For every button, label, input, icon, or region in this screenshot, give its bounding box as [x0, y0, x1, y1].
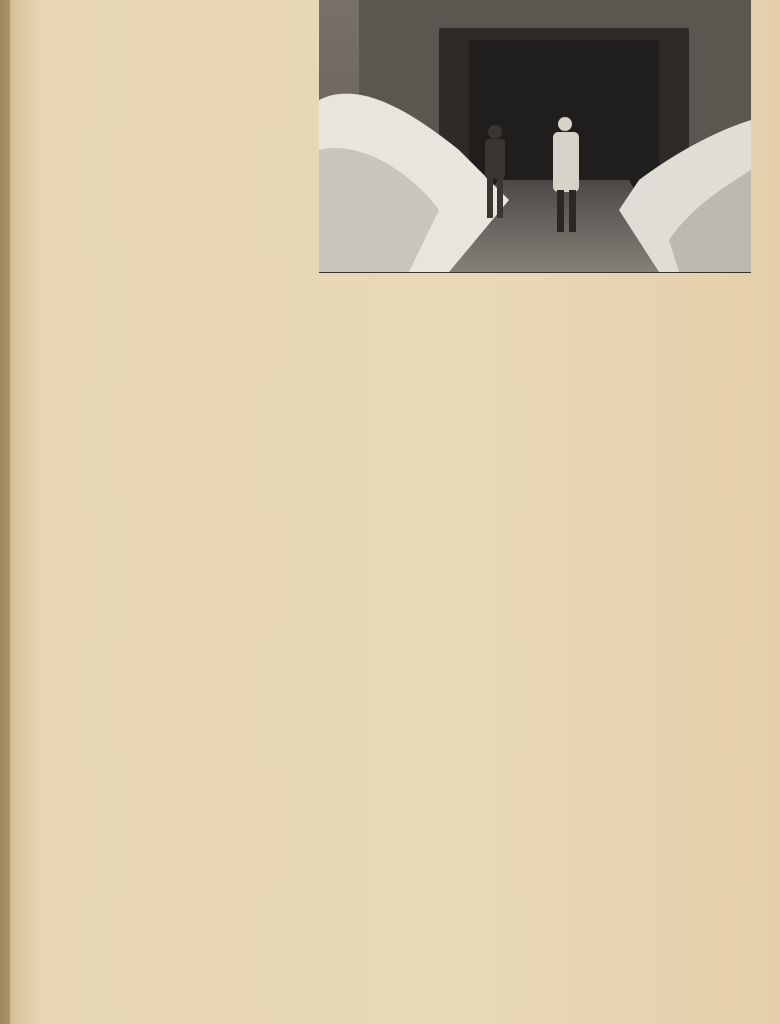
text-column-2 — [318, 345, 524, 359]
tunnel-photo — [319, 0, 751, 273]
page-footer — [0, 1003, 780, 1017]
binding-gutter — [0, 0, 10, 1024]
text-column-1 — [93, 70, 298, 84]
photo-illustration — [319, 0, 751, 272]
